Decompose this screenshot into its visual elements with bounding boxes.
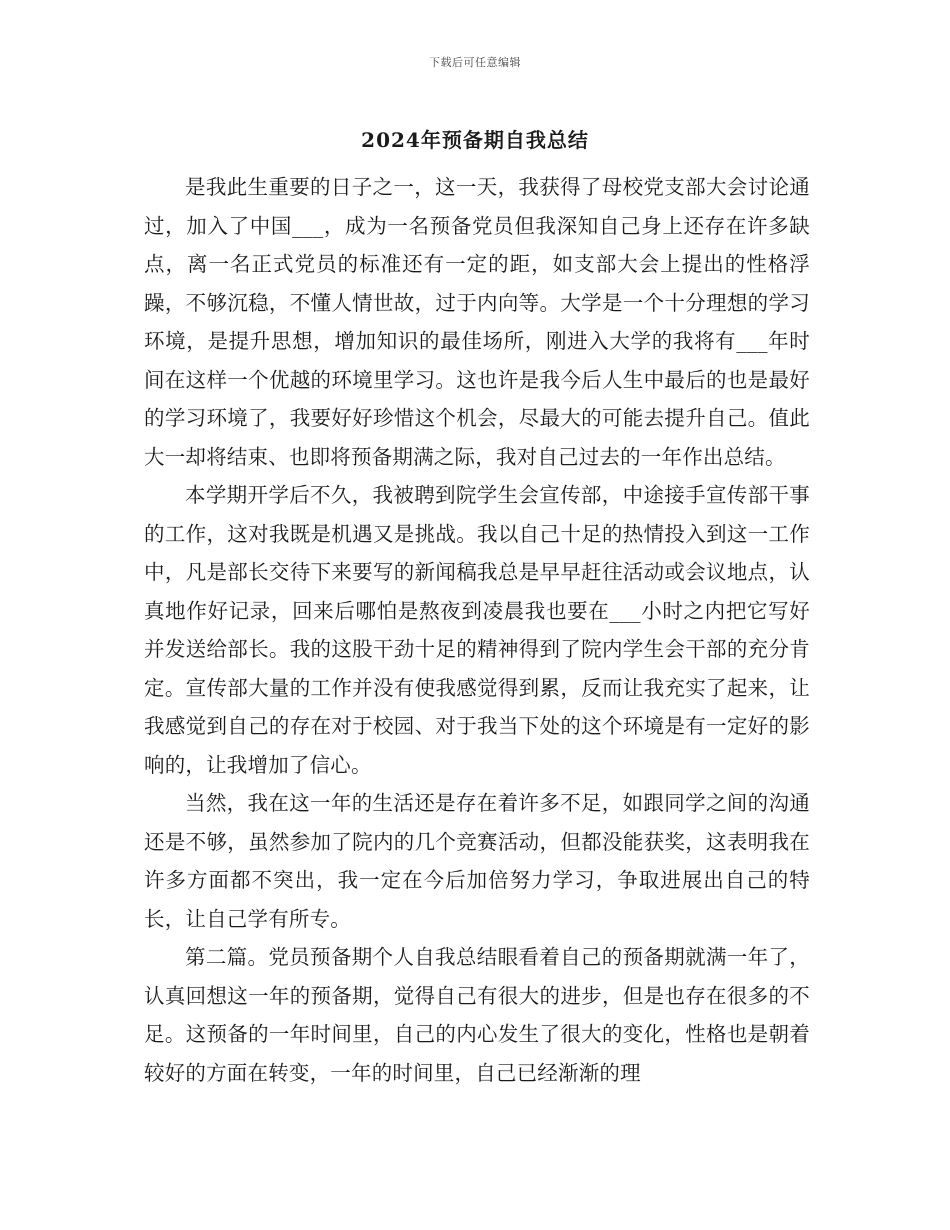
- paragraph: 第二篇。党员预备期个人自我总结眼看着自己的预备期就满一年了，认真回想这一年的预备期，觉得自己有很大的进步，但是也存在很多的不足。这预备的一年时间里，自己的内心发生了很大的变化，性格也是朝着较好的方面在转变，一年的时间里，自己已经渐渐的理: [144, 945, 810, 1085]
- paragraph: 本学期开学后不久，我被聘到院学生会宣传部，中途接手宣传部干事的工作，这对我既是机遇又是挑战。我以自己十足的热情投入到这一工作中，凡是部长交待下来要写的新闻稿我总是早早赶往活动或会议地点，认真地作好记录，回来后哪怕是熬夜到凌晨我也要在___小时之内把它写好并发送给部长。我的这股干劲十足的精神得到了院内学生会干部的充分肯定。宣传部大量的工作并没有使我感觉得到累，反而让我充实了起来，让我感觉到自己的存在对于校园、对于我当下处的这个环境是有一定好的影响的，让我增加了信心。: [144, 483, 810, 777]
- document-title: 2024年预备期自我总结: [361, 128, 589, 152]
- paragraph: 当然，我在这一年的生活还是存在着许多不足，如跟同学之间的沟通还是不够，虽然参加了院内的几个竞赛活动，但都没能获奖，这表明我在许多方面都不突出，我一定在今后加倍努力学习，争取进展出自己的特长，让自己学有所专。: [144, 791, 810, 931]
- paragraph: 是我此生重要的日子之一，这一天，我获得了母校党支部大会讨论通过，加入了中国___，成为一名预备党员但我深知自己身上还存在许多缺点，离一名正式党员的标准还有一定的距，如支部大会上提出的性格浮躁，不够沉稳，不懂人情世故，过于内向等。大学是一个十分理想的学习环境，是提升思想，增加知识的最佳场所，刚进入大学的我将有___年时间在这样一个优越的环境里学习。这也许是我今后人生中最后的也是最好的学习环境了，我要好好珍惜这个机会，尽最大的可能去提升自己。值此大一却将结束、也即将预备期满之际，我对自己过去的一年作出总结。: [144, 175, 810, 469]
- header-note: 下载后可任意编辑: [429, 56, 521, 69]
- document-body: [144, 168, 810, 1092]
